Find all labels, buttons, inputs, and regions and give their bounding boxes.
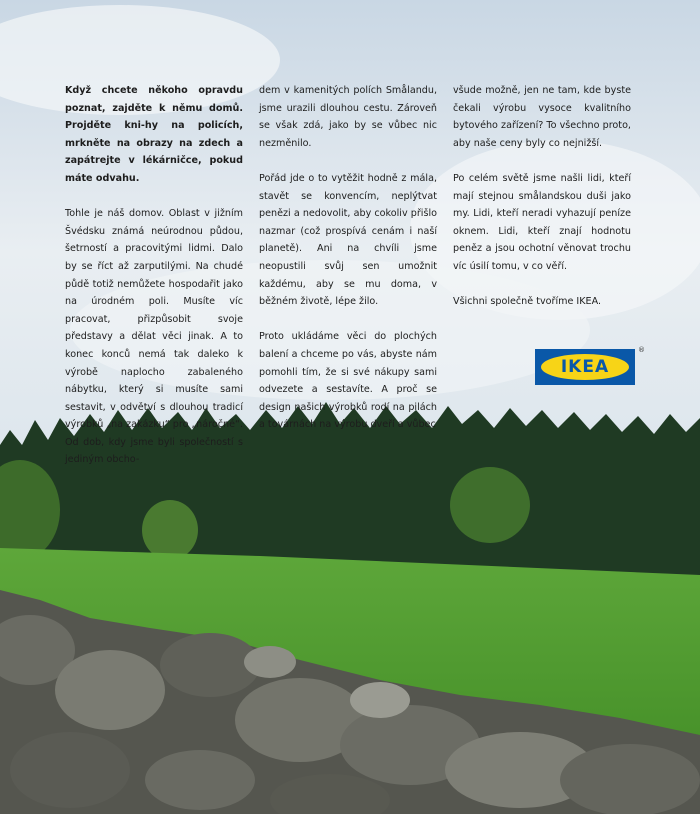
registered-mark: ®: [638, 346, 645, 354]
logo-oval: [541, 354, 629, 380]
paragraph: Tohle je náš domov. Oblast v jižním Švédsku známá neúrodnou půdou, šetrností a pracovitými lidmi. Dalo by se říct až zarputilými. Na chudé půdě totiž nemůžete hospodařit jako na úrodném poli. Musíte víc pracovat, přizpůsobit svoje představy a dělat věci jinak. A to konec konců nemá tak daleko k výrobě naplocho zabaleného nábytku, který si musíte sami sestavit, v odvětví s dlouhou tradicí výrobků „na zakázku“ pro „náročné“. Od dob, kdy jsme byli společností s jediným obcho-: [65, 208, 243, 466]
paragraph: dem v kamenitých polích Smålandu, jsme urazili dlouhou cestu. Zároveň se však zdá, jako by se vůbec nic nezměnilo.: [259, 85, 437, 149]
paragraph: všude možně, jen ne tam, kde byste čekali výrobu vysoce kvalitního bytového zařízení? To všechno proto, aby naše ceny byly co nejnižší.: [453, 85, 631, 149]
text-column-1: [65, 82, 243, 487]
paragraph: Po celém světě jsme našli lidi, kteří mají stejnou smålandskou duši jako my. Lidi, kteří neradi vyhazují peníze oknem. Lidi, kteří znají hodnotu peněz a jsou ochotní věnovat trochu víc úsilí tomu, v co věří.: [453, 172, 631, 272]
text-column-3: [453, 82, 631, 328]
logo-wordmark: IKEA: [560, 357, 610, 377]
paragraph: Pořád jde o to vytěžit hodně z mála, stavět se konvencím, neplýtvat penězi a nedovolit, aby cokoliv přišlo nazmar (což prospívá cenám i naší planetě). Ani na chvíli jsme neopustili svůj sen umožnit každému, aby se mu doma, v běžném životě, lépe žilo.: [259, 172, 437, 308]
intro-paragraph: Když chcete někoho opravdu poznat, zajděte k němu domů. Projděte kni-hy na policích, mrkněte na obrazy na zdech a zapátrejte v lékárničce, pokud máte odvahu.: [65, 85, 243, 184]
ikea-logo: [535, 346, 645, 385]
closing-line: Všichni společně tvoříme IKEA.: [453, 296, 602, 308]
text-column-2: [259, 82, 437, 451]
paragraph: Proto ukládáme věci do plochých balení a chceme po vás, abyste nám pomohli tím, že si své nákupy sami odvezete a sestavíte. A proč se design našich výrobků rodí na pilách a továrnách na výrobu dveří a vůbec: [259, 331, 437, 431]
